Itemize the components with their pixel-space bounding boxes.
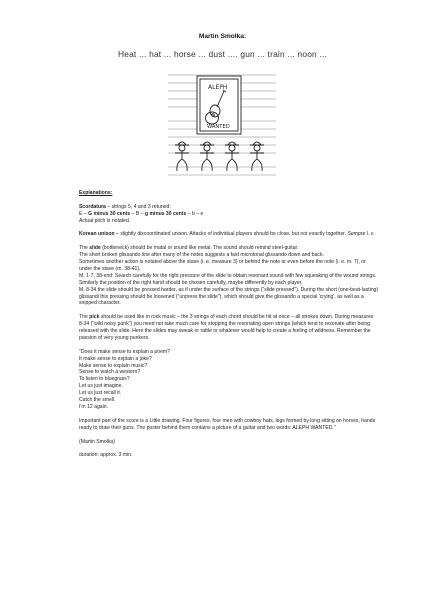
poem-line: Sense to watch a western? bbox=[79, 369, 141, 376]
important-paragraph: Important part of the score is a Little drawing. Four figures, four men with cowboy hats, legs formed by long sitting on horses, hands ready to draw their guns. The poster behind them contains a picture of a guitar and two words: ALEPH WANTED." bbox=[79, 417, 376, 431]
author-heading: Martin Smolka: bbox=[198, 33, 247, 40]
scordatura-note: Actual pitch is notated. bbox=[79, 217, 131, 224]
pick-label: pick bbox=[89, 314, 100, 321]
scordatura-tuning-a: E – bbox=[79, 210, 89, 217]
pick-text: should be used like in rock music – the 3 strings of each chord should be hit at once – all strokes down. During measures 8-34 ("wild noisy punk") you need not take much care for stopping the resonating open strings (which tend to resonate after being released with the slide. Here the slides may sweak or rattle or whatever would help to create a feeling of wildness. Remember the passion of very young punkers. bbox=[79, 314, 374, 341]
pick-paragraph bbox=[79, 314, 379, 342]
scordatura-tuning-d: g minus 30 cents bbox=[144, 210, 187, 217]
slide-text-2: The short broken glissando line after many of the notes suggests a fast microtonal glissando down and back. bbox=[79, 252, 324, 259]
scordatura-tuning-e: – b – e bbox=[186, 210, 204, 217]
poem-line: Let us just recall it. bbox=[79, 390, 122, 397]
signature: (Martin Smolka) bbox=[79, 438, 115, 445]
cowboy-drawing bbox=[162, 69, 282, 181]
poem-line: Make sense to explain music? bbox=[79, 362, 148, 369]
scordatura-paragraph bbox=[79, 204, 379, 225]
slide-text-3: Sometimes another action is notated above the stave (i. e. measure 3) or behind the note or even before the note (i. e. m. 7), or under the stave (m. 38-41). bbox=[79, 259, 366, 272]
duration: duration: approx. 3 min. bbox=[79, 452, 133, 459]
poem-line: "Does it make sense to explain a poem? bbox=[79, 348, 170, 355]
explanations-heading: Explanations: bbox=[79, 190, 113, 196]
poem-line: Let us just imagine. bbox=[79, 383, 123, 390]
slide-paragraph bbox=[79, 245, 379, 307]
korean-unison-paragraph bbox=[79, 231, 379, 238]
poster-aleph-text: ALEPH bbox=[208, 84, 228, 91]
explanations-section bbox=[79, 190, 379, 466]
korean-unison-italic: Sempre l. v. bbox=[347, 231, 375, 238]
poem-line: To listen to bluegrass? bbox=[79, 376, 130, 383]
scordatura-text: – strings 5, 4 and 3 retuned: bbox=[105, 203, 171, 210]
piece-title: Heat ... hat ... horse ... dust .... gun ... train ... noon ... bbox=[117, 49, 328, 59]
poem-line: I'm 12 again. bbox=[79, 404, 109, 411]
poem-line: Catch the smell. bbox=[79, 397, 116, 404]
scordatura-label: Scordatura bbox=[79, 203, 106, 210]
poem-line: It make sense to explain a joke? bbox=[79, 355, 152, 362]
slide-text-4: M. 1-7, 38-end: Search carefully for the right pressure of the slide to obtain resonant sound with few squeaking of the wound strings. Similarly the position of the right hand should be chosen carefully, maybe differently by each player. bbox=[79, 272, 377, 286]
pick-pre: The bbox=[79, 314, 90, 321]
slide-label: slide bbox=[89, 245, 101, 252]
poem bbox=[79, 349, 379, 411]
slide-pre: The bbox=[79, 245, 90, 252]
korean-unison-label: Korean unison bbox=[79, 231, 115, 238]
korean-unison-text: – slightly discoordinated unison. Attacks of individual players should be close, but not exactly together. bbox=[114, 231, 348, 238]
slide-text-5: M. 8-34 the slide should be pressed harder, as if under the surface of the strings ("slide pressed"). During the short (one-beat-lasting) glissandi this pressing should be loosened ("unpress the slide"), which should give the glissando a special 'crying', as well as a snipped character. bbox=[79, 286, 379, 307]
scordatura-tuning-c: – B – bbox=[130, 210, 145, 217]
poster-wanted-text: WANTED bbox=[207, 124, 230, 130]
scordatura-tuning-b: G minus 30 cents bbox=[88, 210, 131, 217]
wanted-poster bbox=[197, 76, 241, 134]
slide-text-1: (bottleneck) should be matal or sound like metal. The sound should remind steel-guitar. bbox=[100, 245, 299, 252]
